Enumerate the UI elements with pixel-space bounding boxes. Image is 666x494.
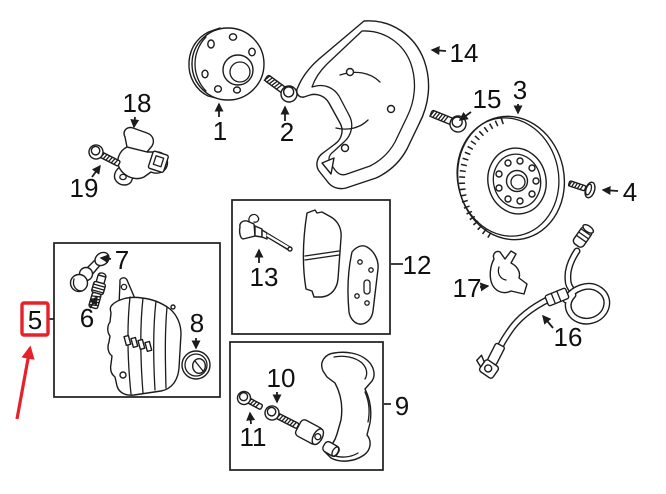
sensor-bolt-drawing — [87, 143, 123, 170]
callout-3: 3 — [512, 75, 528, 105]
guide-pin-cap-drawing — [182, 351, 210, 379]
bracket-bolt-drawing — [235, 389, 265, 413]
callout-17: 17 — [452, 273, 482, 303]
shield-bolt-drawing — [428, 106, 468, 135]
callout-2: 2 — [279, 117, 295, 147]
brake-hose-drawing — [473, 223, 607, 379]
abs-sensor-drawing — [115, 128, 169, 185]
callout-7: 7 — [114, 245, 130, 275]
callout-5: 5 — [27, 305, 43, 335]
highlight-arrow — [17, 348, 30, 419]
callout-12: 12 — [402, 250, 432, 280]
callout-11: 11 — [239, 422, 267, 452]
callout-14: 14 — [449, 38, 479, 68]
brake-caliper-drawing — [108, 278, 181, 395]
callout-10: 10 — [266, 363, 296, 393]
callout-19: 19 — [69, 173, 99, 203]
splash-shield-drawing — [297, 21, 429, 189]
hub-bolt-drawing — [262, 71, 301, 105]
highlighted-callout-5 — [17, 303, 54, 419]
callout-1: 1 — [212, 116, 228, 146]
hose-bracket-drawing — [490, 251, 527, 294]
guide-pin-bolt-drawing — [263, 404, 301, 433]
callout-15: 15 — [472, 84, 502, 114]
callout-9: 9 — [394, 391, 410, 421]
callout-6: 6 — [79, 303, 95, 333]
disc-screw-drawing — [567, 176, 597, 199]
guide-bushing-drawing — [294, 418, 326, 446]
pad-wear-sensor-drawing — [240, 214, 292, 251]
callout-4: 4 — [622, 177, 638, 207]
callout-18: 18 — [122, 88, 152, 118]
callout-16: 16 — [553, 322, 583, 352]
callout-13: 13 — [249, 262, 279, 292]
callout-8: 8 — [189, 308, 205, 338]
brake-pads-drawing — [303, 210, 378, 324]
wheel-hub-drawing — [189, 28, 264, 100]
